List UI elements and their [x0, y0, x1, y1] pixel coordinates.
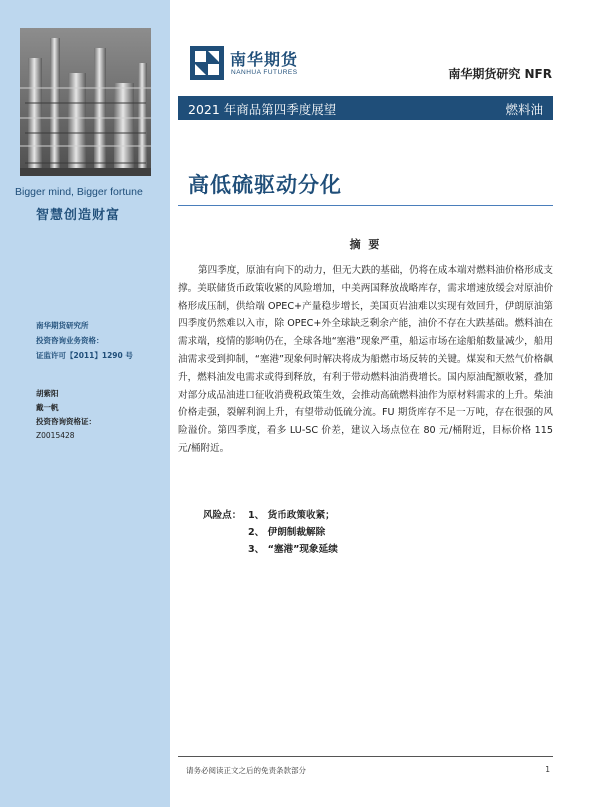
analyst-name: 戴一帆 [36, 403, 59, 412]
qualification-label: 投资咨询业务资格： [36, 336, 104, 345]
license-number: 证监许可【2011】1290 号 [36, 351, 133, 360]
page-number: 1 [545, 765, 550, 774]
report-banner [178, 96, 553, 120]
research-label: 南华期货研究 NFR [448, 67, 552, 81]
page-title: 高低硫驱动分化 [188, 173, 342, 197]
title-divider [178, 205, 553, 206]
nanhua-logo-icon [190, 46, 224, 80]
certificate-number: Z0015428 [36, 431, 75, 440]
sidebar [0, 0, 170, 807]
refinery-photo [20, 28, 151, 176]
institution-info [36, 318, 166, 363]
risk-row [203, 541, 503, 558]
footer-divider [178, 756, 553, 757]
risk-item: 3、 “塞港”现象延续 [248, 544, 338, 555]
certificate-label: 投资咨询资格证： [36, 417, 96, 426]
risk-points [203, 507, 503, 558]
institution-name: 南华期货研究所 [36, 321, 89, 330]
footer-disclaimer: 请务必阅读正文之后的免责条款部分 [186, 766, 306, 775]
risk-item: 1、 货币政策收紧； [248, 510, 335, 521]
report-series: 2021 年商品第四季度展望 [188, 102, 337, 117]
analyst-info [36, 387, 166, 443]
slogan-english: Bigger mind, Bigger fortune [15, 186, 143, 198]
risk-label: 风险点： [203, 510, 242, 521]
abstract-body: 第四季度，原油有向下的动力，但无大跌的基础，仍将在成本端对燃料油价格形成支撑。美联储货币政策收紧的风险增加，中美两国释放战略库存，需求增速放缓会对原油价格形成压制，供给端 OPEC+产量稳步增长，美国页岩油难以实现有效回升，伊朗原油第四季度仍然难以入市，除 OPEC+外全球缺乏剩余产能，油价不存在大跌基础。燃料油在需求端，疫情的影响仍在，全球各地“塞港”现象严重，船运市场在途船舶数量减少，船用油需求受到抑制，“塞港”现象何时解决将成为船燃市场反转的关键。煤炭和天然气价格飙升，燃料油发电需求或得到释放，有利于带动燃料油消费增长。国内原油配额收紧，叠加对部分成品油进口征收消费税政策生效，会推动高硫燃料油作为原材料需求的上升。柴油价格走强，裂解利润上升，有望带动低硫分流。FU 期货库存不足一万吨，存在很强的风险溢价。第四季度，看多 LU-SC 价差，建议入场点位在 80 元/桶附近，目标价格 115 元/桶附近。 [178, 265, 553, 454]
company-logo [190, 46, 330, 86]
logo-chinese-name: 南华期货 [230, 50, 299, 69]
risk-row [203, 507, 503, 524]
risk-row [203, 524, 503, 541]
analyst-name: 胡紫阳 [36, 389, 59, 398]
logo-english-name: NANHUA FUTURES [231, 69, 298, 76]
commodity-name: 燃料油 [505, 102, 543, 117]
abstract-heading: 摘 要 [349, 238, 382, 251]
slogan-chinese: 智慧创造财富 [36, 208, 121, 223]
risk-item: 2、 伊朗制裁解除 [248, 527, 326, 538]
